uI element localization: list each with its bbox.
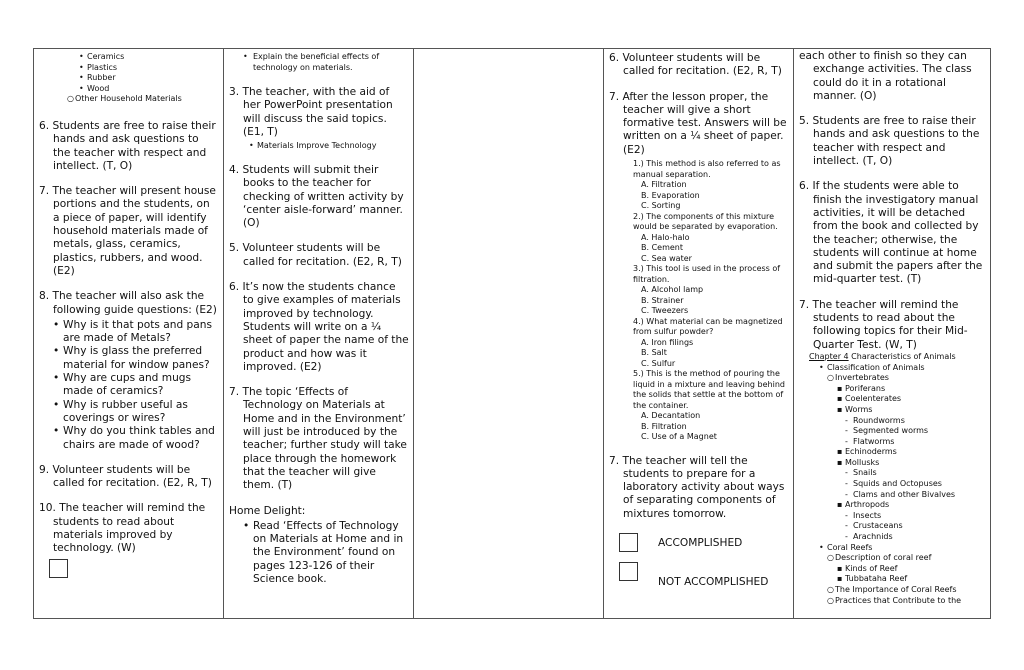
lesson-plan-table [33, 48, 991, 619]
list-item: • Why is it that pots and pans are made of Metals? [53, 318, 212, 345]
outline-marker: - [845, 532, 848, 542]
quiz-option: C. Use of a Magnet [641, 432, 717, 442]
quiz-option: C. Sea water [641, 253, 692, 263]
step-3: 3. The teacher, with the aid of her PowerPoint presentation will discuss the said topics. (E1, T) [229, 86, 393, 139]
outline-marker: ▪ [837, 447, 843, 457]
outline-item [799, 373, 986, 384]
outline-text: The Importance of Coral Reefs [835, 585, 957, 594]
outline-marker: ▪ [837, 563, 843, 573]
step-4: 4. Students will submit their books to the teacher for checking of written activity by ‘center aisle-forward’ manner. (O) [229, 163, 404, 230]
outline-item [799, 363, 986, 374]
step-7: 7. The teacher will remind the students to read about the following topics for their Mid-Quarter Test. (W, T) [799, 298, 968, 351]
outline-item [799, 416, 986, 427]
list-item: • Why is glass the preferred material for window panes? [53, 345, 210, 371]
outline-text: Segmented worms [853, 426, 929, 436]
outline-text: Flatworms [853, 436, 895, 446]
outline-marker: ○ [827, 373, 834, 383]
list-item: • Wood [79, 83, 110, 93]
home-delight-title: Home Delight: [229, 504, 306, 517]
step-5: 5. Students are free to raise their hands and ask questions to the teacher with respect and intellect. (T, O) [799, 115, 980, 168]
outline-item [799, 479, 986, 490]
guide-questions [39, 319, 219, 452]
outline-marker: - [845, 521, 848, 531]
outline-item [799, 532, 986, 543]
step-10: 10. The teacher will remind the students to read about materials improved by technology. (W) [39, 502, 206, 555]
outline-item [799, 553, 986, 564]
quiz-option: A. Filtration [641, 180, 687, 190]
outline-text: Tubbataha Reef [845, 574, 908, 584]
quiz-option: C. Sulfur [641, 358, 676, 368]
outline-text: Worms [845, 404, 873, 414]
column-2 [224, 49, 414, 618]
quiz-option: B. Evaporation [641, 190, 700, 200]
outline-text: Classification of Animals [827, 362, 925, 372]
outline-marker: ○ [827, 585, 834, 594]
quiz-option: B. Cement [641, 243, 684, 253]
outline-item [799, 458, 986, 469]
not-accomplished-row [619, 562, 789, 588]
step-6: 6. Volunteer students will be called for recitation. (E2, R, T) [609, 52, 782, 78]
column-3 [414, 49, 604, 618]
step-6: 6. Students are free to raise their hands and ask questions to the teacher with respect and intellect. (T, O) [39, 119, 216, 172]
outline-marker: • [819, 362, 824, 372]
not-accomplished-checkbox[interactable] [619, 562, 638, 581]
outline-text: Invertebrates [835, 373, 889, 383]
outline-text: Clams and other Bivalves [853, 489, 956, 499]
outline-text: Mollusks [845, 457, 880, 467]
outline-item [799, 585, 986, 596]
outline-text: Coelenterates [845, 394, 902, 404]
outline-item [799, 511, 986, 522]
quiz-option: B. Filtration [641, 421, 687, 431]
outline-item [799, 447, 986, 458]
accomplished-checkbox[interactable] [619, 533, 638, 552]
quiz-question: 3.) This tool is used in the process of filtration. [633, 264, 781, 284]
outline-text: Insects [853, 510, 882, 520]
checkbox[interactable] [49, 559, 68, 578]
outline-marker: - [845, 468, 848, 478]
step-7: 7. After the lesson proper, the teacher will give a short formative test. Answers will be written on a ¼ sheet of paper. (E2) [609, 90, 787, 156]
outline-item [799, 500, 986, 511]
quiz-option: C. Tweezers [641, 306, 689, 316]
list-item: • Rubber [79, 73, 116, 83]
outline-item [799, 574, 986, 585]
outline-item [799, 384, 986, 395]
outline-marker: - [845, 436, 848, 446]
outline-marker: - [845, 489, 848, 499]
outline-text: Snails [853, 468, 877, 478]
outline-marker: - [845, 415, 848, 425]
step-6: 6. It’s now the students chance to give examples of materials improved by technology. Students will write on a ¼ sheet of paper the name of the product and how was it improved. (E2) [229, 281, 409, 373]
column-5 [794, 49, 990, 618]
step-8: 8. The teacher will also ask the following guide questions: (E2) [39, 290, 217, 316]
outline-item [799, 394, 986, 405]
outline-marker: ▪ [837, 457, 843, 467]
outline-item [799, 426, 986, 437]
outline-item [799, 564, 986, 575]
outline-item [799, 543, 986, 554]
quiz-question: 2.) The components of this mixture would be separated by evaporation. [633, 211, 778, 232]
outline-marker: ○ [827, 553, 834, 563]
list-item: • Explain the beneficial effects of technology on materials. [243, 52, 380, 72]
list-item: • Read ‘Effects of Technology on Materials at Home and in the Environment’ found on pages 123-126 of their Science book. [243, 519, 404, 585]
outline-item [799, 521, 986, 532]
step-7: 7. The teacher will present house portions and the students, on a piece of paper, will identify household materials made of metals, glass, ceramics, plastics, rubbers, and wood. (E2) [39, 185, 216, 277]
outline-marker: ▪ [837, 404, 843, 414]
outline-text: Description of coral reef [835, 553, 932, 563]
quiz-option: C. Sorting [641, 201, 681, 211]
materials-list [39, 52, 219, 105]
not-accomplished-label: NOT ACCOMPLISHED [658, 575, 769, 588]
outline-item [799, 596, 986, 607]
list-item: • Plastics [79, 62, 118, 72]
outline-item [799, 490, 986, 501]
list-item: • Materials Improve Technology [249, 141, 377, 151]
list-item: • Why is rubber useful as coverings or wires? [53, 398, 188, 424]
step-7: 7. The topic ‘Effects of Technology on Materials at Home and in the Environment’ will just be introduced by the teacher; further study will take place through the homework that the teacher will give them. (T) [229, 386, 407, 492]
outline-marker: ▪ [837, 394, 843, 404]
accomplished-label: ACCOMPLISHED [658, 536, 743, 549]
outline-marker: ▪ [837, 574, 843, 584]
quiz-option: B. Strainer [641, 295, 684, 305]
continuation-text: each other to finish so they can exchange activities. The class could do it in a rotational manner. (O) [799, 50, 972, 102]
column-4 [604, 49, 794, 618]
quiz-question: 5.) This is the method of pouring the liquid in a mixture and leaving behind the solids that settle at the bottom of the container. [633, 369, 785, 410]
outline-text: Arachnids [853, 532, 893, 542]
accomplished-row [619, 533, 789, 552]
chapter-heading: Chapter 4 Characteristics of Animals [809, 351, 956, 361]
formative-test [609, 159, 789, 443]
quiz-question: 4.) What material can be magnetized from sulfur powder? [633, 316, 783, 337]
outline-item [799, 468, 986, 479]
quiz-question: 1.) This method is also referred to as manual separation. [633, 159, 781, 179]
outline-marker: - [845, 510, 848, 520]
outline-item [799, 437, 986, 448]
quiz-option: A. Decantation [641, 411, 701, 421]
outline-marker: - [845, 426, 848, 436]
outline-marker: • [819, 542, 824, 552]
step-9: 9. Volunteer students will be called for recitation. (E2, R, T) [39, 463, 212, 490]
topic-outline [799, 363, 986, 607]
outline-text: Poriferans [845, 383, 886, 393]
step-5: 5. Volunteer students will be called for recitation. (E2, R, T) [229, 242, 402, 268]
outline-item [799, 405, 986, 416]
outline-marker: - [845, 479, 848, 489]
outline-text: Echinoderms [845, 447, 897, 457]
quiz-option: B. Salt [641, 348, 667, 358]
outline-text: Practices that Contribute to the [835, 595, 962, 605]
outline-text: Roundworms [853, 415, 905, 425]
step-7b: 7. The teacher will tell the students to prepare for a laboratory activity about ways of separating components of mixtures tomorrow. [609, 454, 785, 520]
column-1 [34, 49, 224, 618]
quiz-option: A. Iron filings [641, 337, 694, 347]
list-item: ○ Other Household Materials [67, 94, 182, 104]
outline-marker: ▪ [837, 500, 843, 510]
list-item: • Ceramics [79, 52, 125, 61]
quiz-option: A. Halo-halo [641, 232, 690, 242]
outline-marker: ▪ [837, 383, 843, 393]
outline-text: Squids and Octopuses [853, 479, 942, 489]
outline-text: Kinds of Reef [845, 563, 898, 573]
quiz-option: A. Alcohol lamp [641, 285, 704, 295]
list-item: • Why do you think tables and chairs are made of wood? [53, 425, 215, 451]
step-6: 6. If the students were able to finish the investigatory manual activities, it will be detached from the book and collected by the teacher; otherwise, the students will continue at home and submit the papers after the mid-quarter test. (T) [799, 180, 983, 286]
outline-marker: ○ [827, 595, 834, 605]
outline-text: Coral Reefs [827, 542, 873, 552]
outline-text: Arthropods [845, 500, 890, 510]
list-item: • Why are cups and mugs made of ceramics? [53, 372, 192, 398]
outline-text: Crustaceans [853, 521, 903, 531]
